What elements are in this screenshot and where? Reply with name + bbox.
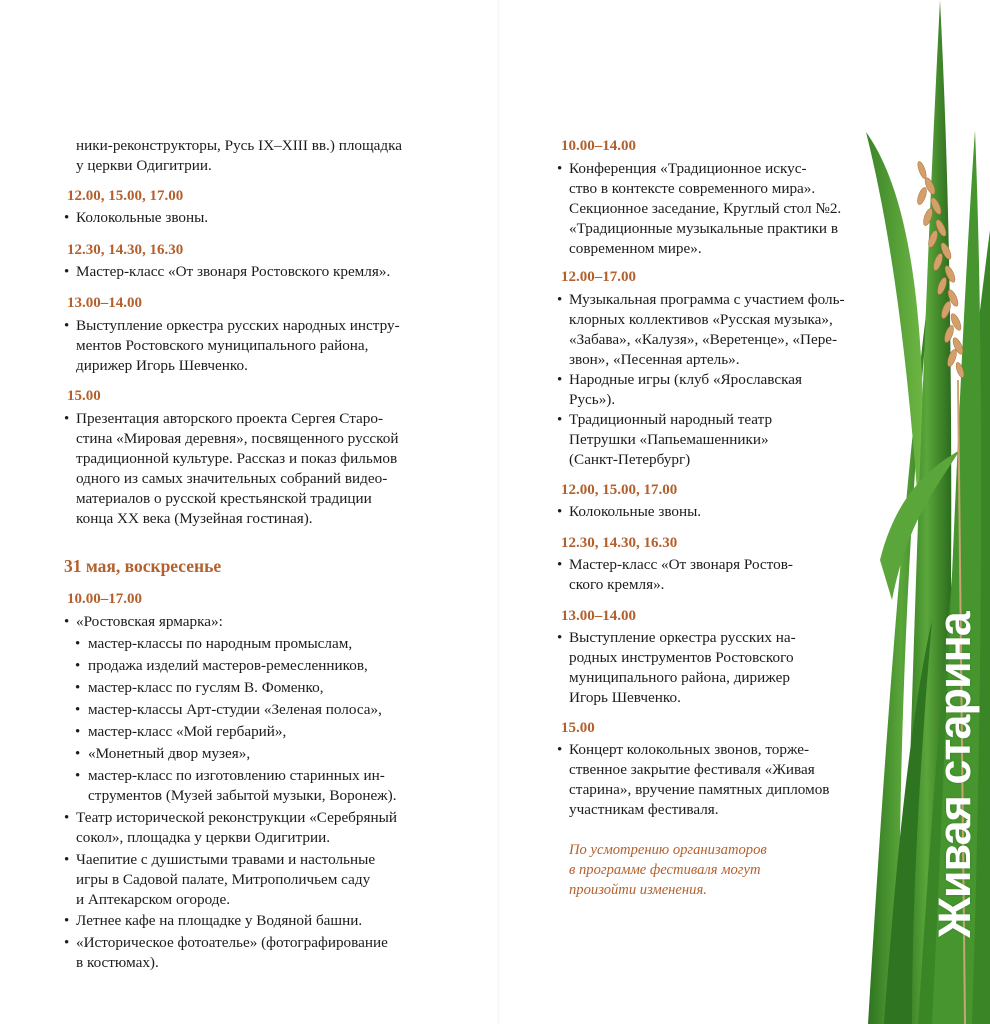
session-line: дирижер Игорь Шевченко.: [76, 357, 248, 374]
session-line: родных инструментов Ростовского: [569, 649, 794, 666]
day-heading: 31 мая, воскресенье: [64, 556, 222, 576]
bullet: •: [64, 210, 70, 226]
session-line: «Традиционные музыкальные практики в: [569, 220, 839, 237]
session-line: Выступление оркестра русских на-: [569, 629, 796, 646]
sub-bullet: •: [75, 680, 81, 696]
program-line: Театр исторической реконструкции «Серебряный: [76, 809, 397, 826]
bullet: •: [557, 504, 563, 520]
intro-line: ники-реконструкторы, Русь IX–XIII вв.) площадка: [76, 137, 403, 154]
organizer-note-line: По усмотрению организаторов: [569, 842, 767, 858]
session-line: ство в контексте современного мира».: [569, 180, 816, 197]
session-line: Презентация авторского проекта Сергея Старо-: [76, 410, 384, 427]
session-line: ского кремля».: [569, 576, 665, 593]
bullet: •: [64, 264, 70, 280]
session-line: Народные игры (клуб «Ярославская: [569, 371, 802, 388]
session-line: Игорь Шевченко.: [569, 689, 681, 706]
program-line: в костюмах).: [76, 954, 159, 971]
session-line: Мастер-класс «От звонаря Ростов-: [569, 556, 793, 573]
session-line: Мастер-класс «От звонаря Ростовского кремля».: [76, 263, 391, 280]
session-line: (Санкт-Петербург): [569, 451, 691, 468]
sub-bullet: •: [75, 658, 81, 674]
session-time: 12.30, 14.30, 16.30: [67, 242, 184, 258]
session-line: звон», «Песенная артель».: [569, 351, 740, 368]
fair-item: мастер-класс по гуслям В. Фоменко,: [88, 679, 324, 696]
session-time: 12.00, 15.00, 17.00: [67, 188, 184, 204]
session-line: ственное закрытие фестиваля «Живая: [569, 761, 815, 778]
organizer-note-line: произойти изменения.: [569, 882, 707, 898]
program-line: Летнее кафе на площадке у Водяной башни.: [76, 912, 363, 929]
bullet: •: [557, 742, 563, 758]
program-line: Чаепитие с душистыми травами и настольные: [76, 851, 376, 868]
bullet: •: [557, 412, 563, 428]
organizer-note-line: в программе фестиваля могут: [569, 862, 761, 878]
fair-item: струментов (Музей забытой музыки, Воронеж).: [88, 787, 397, 804]
festival-title: Живая старина: [929, 612, 980, 938]
fair-item: мастер-классы по народным промыслам,: [88, 635, 353, 652]
intro-line: у церкви Одигитрии.: [76, 157, 212, 174]
sub-bullet: •: [75, 724, 81, 740]
session-line: Колокольные звоны.: [569, 503, 702, 520]
sub-bullet: •: [75, 702, 81, 718]
fair-item: мастер-классы Арт-студии «Зеленая полоса»,: [88, 701, 382, 718]
session-line: одного из самых значительных собраний видео-: [76, 470, 388, 487]
session-time: 12.00–17.00: [561, 269, 636, 285]
session-time: 15.00: [561, 720, 595, 736]
session-line: современном мире».: [569, 240, 702, 257]
fair-item: мастер-класс «Мой гербарий»,: [88, 723, 287, 740]
bullet: •: [557, 557, 563, 573]
session-line: традиционной культуре. Рассказ и показ фильмов: [76, 450, 398, 467]
program-line: «Историческое фотоателье» (фотографирование: [76, 934, 388, 951]
bullet: •: [64, 614, 70, 630]
bullet: •: [64, 810, 70, 826]
session-line: клорных коллективов «Русская музыка»,: [569, 311, 833, 328]
fair-title: «Ростовская ярмарка»:: [76, 613, 223, 630]
session-line: Концерт колокольных звонов, торже-: [569, 741, 810, 758]
bullet: •: [557, 630, 563, 646]
bullet: •: [64, 852, 70, 868]
sub-bullet: •: [75, 768, 81, 784]
program-line: сокол», площадка у церкви Одигитрии.: [76, 829, 331, 846]
program-line: и Аптекарском огороде.: [76, 891, 230, 908]
session-line: Традиционный народный театр: [569, 411, 773, 428]
session-time: 13.00–14.00: [561, 608, 636, 624]
session-time: 13.00–14.00: [67, 295, 142, 311]
fair-item: мастер-класс по изготовлению старинных ин-: [88, 767, 385, 784]
session-time: 12.30, 14.30, 16.30: [561, 535, 678, 551]
session-time: 10.00–17.00: [67, 591, 142, 607]
bullet: •: [64, 318, 70, 334]
bullet: •: [557, 292, 563, 308]
session-line: старина», вручение памятных дипломов: [569, 781, 830, 798]
session-line: Русь»).: [569, 391, 616, 408]
bullet: •: [557, 161, 563, 177]
session-line: Выступление оркестра русских народных инстру-: [76, 317, 400, 334]
session-line: Конференция «Традиционное искус-: [569, 160, 807, 177]
bullet: •: [557, 372, 563, 388]
session-line: стина «Мировая деревня», посвященного русской: [76, 430, 399, 447]
bullet: •: [64, 913, 70, 929]
session-line: Колокольные звоны.: [76, 209, 209, 226]
fair-item: продажа изделий мастеров-ремесленников,: [88, 657, 368, 674]
sub-bullet: •: [75, 746, 81, 762]
session-line: участникам фестиваля.: [569, 801, 719, 818]
session-line: ментов Ростовского муниципального района,: [76, 337, 369, 354]
bullet: •: [64, 935, 70, 951]
session-line: Музыкальная программа с участием фоль-: [569, 291, 845, 308]
session-time: 12.00, 15.00, 17.00: [561, 482, 678, 498]
session-line: Секционное заседание, Круглый стол №2.: [569, 200, 842, 217]
session-line: Петрушки «Папьемашенники»: [569, 431, 769, 448]
program-line: игры в Садовой палате, Митрополичьем саду: [76, 871, 371, 888]
bullet: •: [64, 411, 70, 427]
session-line: муниципального района, дирижер: [569, 669, 790, 686]
session-line: материалов о русской крестьянской традиции: [76, 490, 372, 507]
session-line: конца XX века (Музейная гостиная).: [76, 510, 313, 527]
sub-bullet: •: [75, 636, 81, 652]
fair-item: «Монетный двор музея»,: [88, 745, 251, 762]
session-time: 15.00: [67, 388, 101, 404]
session-time: 10.00–14.00: [561, 138, 636, 154]
session-line: «Забава», «Калузя», «Веретенце», «Пере-: [569, 331, 838, 348]
